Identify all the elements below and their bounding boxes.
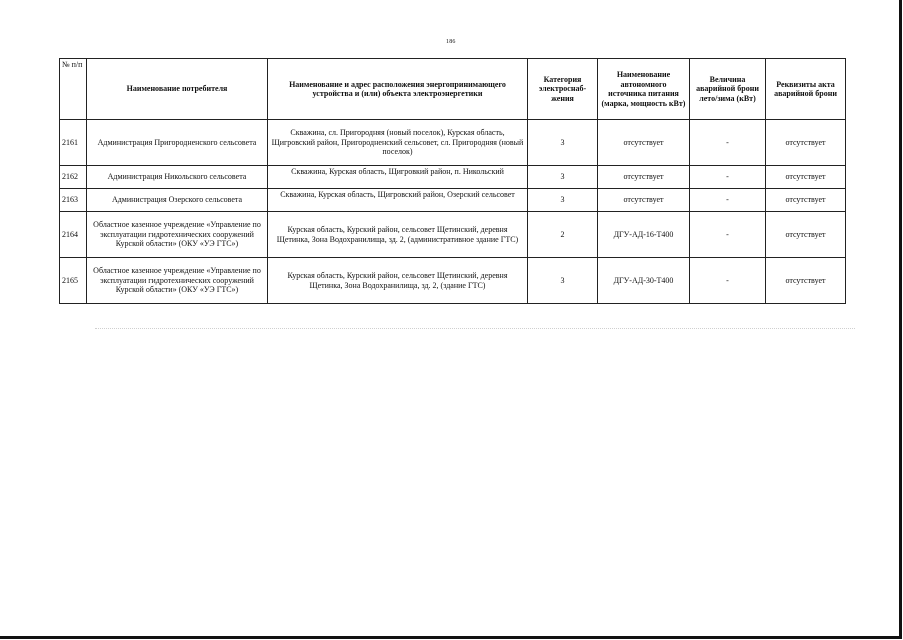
row-power-source: отсутствует: [598, 189, 690, 212]
row-power-source: ДГУ-АД-16-Т400: [598, 212, 690, 258]
table-row: [60, 166, 846, 189]
row-address: Скважина, Курская область, Щигровский район, Озерский сельсовет: [268, 189, 528, 212]
row-emergency-reserve: -: [690, 166, 766, 189]
row-emergency-reserve: -: [690, 120, 766, 166]
table-row: [60, 258, 846, 304]
table-row: [60, 212, 846, 258]
row-consumer: Администрация Озерского сельсовета: [87, 189, 268, 212]
row-emergency-reserve: -: [690, 212, 766, 258]
table-row: [60, 120, 846, 166]
header-emergency-reserve: Величина аварийной брони лето/зима (кВт): [690, 59, 766, 120]
row-power-source: ДГУ-АД-30-Т400: [598, 258, 690, 304]
header-power-source: Наименование автономного источника питания (марка, мощность кВт): [598, 59, 690, 120]
row-consumer: Областное казенное учреждение «Управление по эксплуатации гидротехнических сооружений Курской области» (ОКУ «УЭ ГТС»): [87, 258, 268, 304]
row-power-source: отсутствует: [598, 120, 690, 166]
row-category: 3: [528, 258, 598, 304]
row-consumer: Администрация Никольского сельсовета: [87, 166, 268, 189]
row-emergency-reserve: -: [690, 258, 766, 304]
row-act-details: отсутствует: [766, 166, 846, 189]
row-category: 3: [528, 166, 598, 189]
row-act-details: отсутствует: [766, 258, 846, 304]
row-consumer: Областное казенное учреждение «Управление по эксплуатации гидротехнических сооружений Курской области» (ОКУ «УЭ ГТС»): [87, 212, 268, 258]
row-num: 2163: [60, 189, 87, 212]
row-act-details: отсутствует: [766, 212, 846, 258]
header-num: № п/п: [60, 59, 87, 120]
header-act-details: Реквизиты акта аварийной брони: [766, 59, 846, 120]
header-category: Категория электроснаб-жения: [528, 59, 598, 120]
row-power-source: отсутствует: [598, 166, 690, 189]
row-address: Курская область, Курский район, сельсовет Щетинский, деревня Щетинка, Зона Водохранилища, зд. 2, (здание ГТС): [268, 258, 528, 304]
row-consumer: Администрация Пригородненского сельсовета: [87, 120, 268, 166]
row-num: 2164: [60, 212, 87, 258]
row-category: 2: [528, 212, 598, 258]
header-address: Наименование и адрес расположения энергопринимающего устройства и (или) объекта электроэнергетики: [268, 59, 528, 120]
row-num: 2165: [60, 258, 87, 304]
row-category: 3: [528, 120, 598, 166]
row-address: Курская область, Курский район, сельсовет Щетинский, деревня Щетинка, Зона Водохранилища, зд. 2, (административное здание ГТС): [268, 212, 528, 258]
table-row: [60, 189, 846, 212]
row-act-details: отсутствует: [766, 189, 846, 212]
row-category: 3: [528, 189, 598, 212]
row-emergency-reserve: -: [690, 189, 766, 212]
row-address: Скважина, Курская область, Щигровкий район, п. Никольский: [268, 166, 528, 189]
row-act-details: отсутствует: [766, 120, 846, 166]
row-address: Скважина, сл. Пригородняя (новый поселок), Курская область, Щигровский район, Пригородненский сельсовет, сл. Пригородняя (новый поселок): [268, 120, 528, 166]
table-header-row: [60, 59, 846, 120]
consumers-table: [59, 58, 846, 304]
row-num: 2161: [60, 120, 87, 166]
page-number: 186: [446, 39, 456, 45]
row-num: 2162: [60, 166, 87, 189]
scan-artifact-line: [95, 328, 855, 330]
header-consumer: Наименование потребителя: [87, 59, 268, 120]
